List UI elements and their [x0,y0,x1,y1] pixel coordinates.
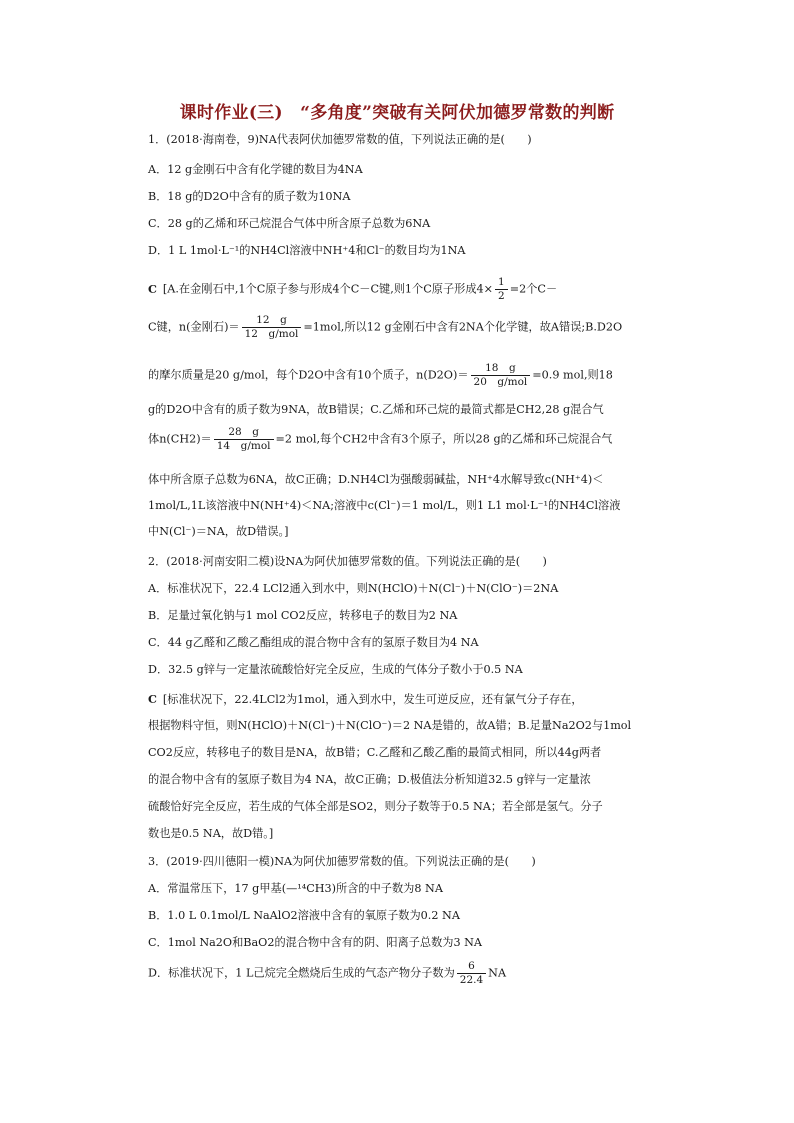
fraction: $\frac{1}{2}$ [495,276,508,303]
q1-option-a: A．12 g金刚石中含有化学键的数目为4NA [148,163,363,176]
fraction: $\frac{18 g}{\text{20 g/mol}}$ [471,362,531,389]
q2-option-a: A．标准状况下，22.4 LCl2通入到水中，则N(HClO)＋N(Cl⁻)＋N(ClO⁻)＝2NA [148,582,559,595]
q2-explanation-line: 数也是0.5 NA，故D错。] [148,827,274,840]
q1-explanation-line: C键，n(金刚石)＝ $\frac{12 g}{\text{12 g/mol}}$ =1mol,所以12 g金刚石中含有2NA个化学键，故A错误;B.D2O [148,314,623,340]
fraction: $\frac{28 g}{\text{14 g/mol}}$ [214,426,274,453]
q2-stem: 2．(2018·河南安阳二模)设NA为阿伏加德罗常数的值。下列说法正确的是( ) [148,555,547,568]
q1-stem: 1．(2018·海南卷，9)NA代表阿伏加德罗常数的值，下列说法正确的是( ) [148,133,532,146]
q2-explanation-line: C [标准状况下，22.4LCl2为1mol，通入到水中，发生可逆反应，还有氯气分子存在， [148,692,583,706]
q1-explanation-line [148,276,678,303]
q3-option-a: A．常温常压下，17 g甲基(—¹⁴CH3)所含的中子数为8 NA [148,882,443,895]
q2-option-b: B．足量过氧化钠与1 mol CO2反应，转移电子的数目为2 NA [148,609,458,622]
q3-option-c: C．1mol Na2O和BaO2的混合物中含有的阴、阳离子总数为3 NA [148,936,483,949]
q2-explanation-line: 根据物料守恒，则N(HClO)＋N(Cl⁻)＋N(ClO⁻)＝2 NA是错的，故A错；B.足量Na2O2与1mol [148,719,632,732]
q3-option-d: D．标准状况下，1 L己烷完全燃烧后生成的气态产物分子数为 $\frac{6}{22.4}$ NA [148,960,507,986]
q1-answer: C [148,281,157,296]
q1-option-d: D．1 L 1mol·L⁻¹的NH4Cl溶液中NH⁺4和Cl⁻的数目均为1NA [148,244,466,257]
fraction: $\frac{12 g}{\text{12 g/mol}}$ [242,314,302,341]
fraction: $\frac{6}{22.4}$ [457,960,486,987]
q1-explanation-line: g的D2O中含有的质子数为9NA，故B错误；C.乙烯和环己烷的最简式都是CH2,28 g混合气 [148,403,604,416]
q2-option-d: D．32.5 g锌与一定量浓硫酸恰好完全反应，生成的气体分子数小于0.5 NA [148,663,523,676]
q1-explanation-line: 的摩尔质量是20 g/mol，每个D2O中含有10个质子，n(D2O)＝ $\frac{18 g}{\text{20 g/mol}}$ =0.9 mol,则18 [148,362,613,388]
q1-explanation-line: 中N(Cl⁻)＝NA，故D错误。] [148,525,289,538]
q2-option-c: C．44 g乙醛和乙酸乙酯组成的混合物中含有的氢原子数目为4 NA [148,636,479,649]
q1-explanation-line: 1mol/L,1L该溶液中N(NH⁺4)＜NA;溶液中c(Cl⁻)＝1 mol/L，则1 L1 mol·L⁻¹的NH4Cl溶液 [148,499,621,512]
q1-exp-text: =2个C－ [509,282,558,296]
q2-explanation-line: CO2反应，转移电子的数目是NA，故B错；C.乙醛和乙酸乙酯的最简式相同，所以44g两者 [148,746,602,759]
q2-explanation-line: 的混合物中含有的氢原子数目为4 NA，故C正确；D.极值法分析知道32.5 g锌与一定量浓 [148,773,591,786]
q3-option-b: B．1.0 L 0.1mol/L NaAlO2溶液中含有的氧原子数为0.2 NA [148,909,460,922]
q3-stem: 3．(2019·四川德阳一模)NA为阿伏加德罗常数的值。下列说法正确的是( ) [148,855,536,868]
q1-explanation-line: 体n(CH2)＝ $\frac{28 g}{\text{14 g/mol}}$ =2 mol,每个CH2中含有3个原子，所以28 g的乙烯和环己烷混合气 [148,426,613,452]
q1-option-b: B．18 g的D2O中含有的质子数为10NA [148,190,351,203]
q2-answer: C [148,692,157,706]
q1-explanation-line: 体中所含原子总数为6NA，故C正确；D.NH4Cl为强酸弱碱盐，NH⁺4水解导致c(NH⁺4)＜ [148,473,604,486]
q1-exp-text: [A.在金刚石中,1个C原子参与形成4个C－C键,则1个C原子形成4× [162,282,494,296]
page-title: 课时作业(三) “多角度”突破有关阿伏加德罗常数的判断 [179,103,615,123]
q2-explanation-line: 硫酸恰好完全反应，若生成的气体全部是SO2，则分子数等于0.5 NA；若全部是氢气。分子 [148,800,603,813]
q1-option-c: C．28 g的乙烯和环己烷混合气体中所含原子总数为6NA [148,217,431,230]
